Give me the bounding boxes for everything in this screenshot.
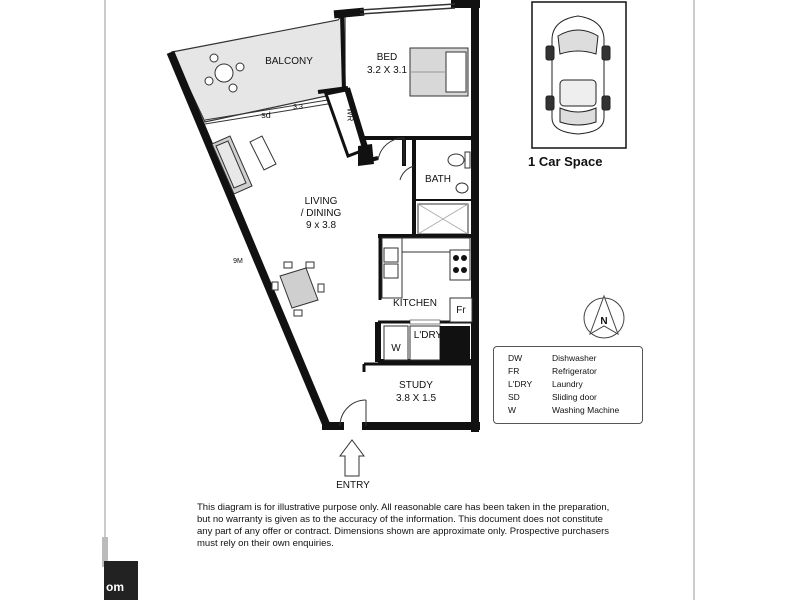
wardrobe-label: WR <box>345 107 355 122</box>
fridge-label: Fr <box>456 305 466 316</box>
bath-label: BATH <box>425 174 451 185</box>
compass-north-label: N <box>600 316 608 327</box>
kitchen-sink-icon-2 <box>384 264 398 278</box>
laundry-label: L'DRY <box>413 330 443 341</box>
balcony-label: BALCONY <box>265 56 313 67</box>
laundry-door <box>410 320 440 324</box>
bed-left-wall <box>342 14 344 92</box>
living-label: LIVING <box>304 196 338 207</box>
entry-arrow-icon <box>340 440 364 476</box>
study-size-label: 3.8 X 1.5 <box>395 393 437 404</box>
bed-door-arc <box>378 138 404 160</box>
kitchen-label: KITCHEN <box>393 298 437 309</box>
legend-meaning: Sliding door <box>552 392 597 402</box>
legend-meaning: Washing Machine <box>552 405 620 415</box>
legend-code: W <box>508 405 517 415</box>
coffee-table-icon <box>250 136 276 170</box>
study-label: STUDY <box>399 380 433 391</box>
kitchen-sink-icon <box>384 248 398 262</box>
wall-length-label: 9M <box>233 258 243 265</box>
washing-label: W <box>391 343 401 354</box>
legend-box <box>493 346 643 424</box>
legend-code: FR <box>508 366 520 376</box>
legend-code: SD <box>508 392 520 402</box>
dining-label: / DINING <box>300 208 342 219</box>
entry-label: ENTRY <box>336 480 370 491</box>
legend-code: L'DRY <box>508 379 533 389</box>
bathroom <box>412 140 472 236</box>
sliding-door-label: sd <box>261 110 271 120</box>
living-size-label: 9 x 3.8 <box>305 220 337 231</box>
website-badge: om <box>104 561 138 600</box>
legend-meaning: Laundry <box>552 379 583 389</box>
legend-meaning: Dishwasher <box>552 353 597 363</box>
disclaimer-text: This diagram is for illustrative purpose only. All reasonable care has been taken in the preparation, but no warranty is given as to the accuracy of the information. This document does not constitute any part of any offer or contract. Dimensions shown are approximate only. Prospective purchasers must rely on their own enquiries. <box>197 502 610 549</box>
legend-meaning: Refrigerator <box>552 366 597 376</box>
wall-block <box>358 144 374 166</box>
bed-label: BED <box>376 52 398 63</box>
balcony-width-label: 3.3 <box>293 104 303 111</box>
bed-size-label: 3.2 X 3.1 <box>366 65 408 76</box>
bath-door-arc <box>400 166 414 180</box>
car-icon <box>546 16 610 134</box>
cooktop <box>450 250 470 280</box>
legend-code: DW <box>508 353 523 363</box>
car-space-label: 1 Car Space <box>528 154 603 169</box>
